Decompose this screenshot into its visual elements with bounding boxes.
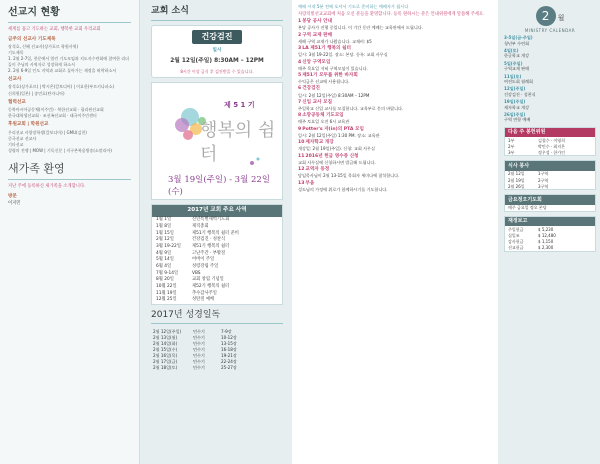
announcement-number: 7: [298, 99, 302, 105]
box-row-value: 3구역: [538, 183, 549, 189]
calendar-event-text: 제자학교 개강: [504, 104, 530, 110]
plan-date: 1월 1일: [156, 217, 172, 223]
announcement-heading: 봉당 공사 안내: [302, 19, 333, 25]
announcement-body: 수익금은 선교에 사용됩니다.: [298, 79, 350, 85]
plan-date: 8월 20일: [156, 277, 174, 283]
meal-service-box: [504, 160, 596, 190]
block-line: 2. 2월 6-9일 인도 지역과 교회로 돌아가는 재정을 허락하소서: [8, 67, 117, 73]
block-line: 기타선교: [8, 142, 24, 148]
box-row-key: 3부: [508, 149, 515, 155]
reading-row: [151, 364, 283, 370]
calendar-event-date: 11일(토): [504, 73, 522, 79]
plan-row: [152, 257, 282, 264]
offering-committee-box: [504, 127, 596, 157]
announcement-heading: 제자학교 개강: [305, 140, 334, 146]
announcement-heading: 구역 교재 판매: [302, 32, 333, 38]
reading-row: [151, 346, 283, 352]
health-check-banner: [151, 25, 283, 79]
box-row-key: 2월 19일: [508, 177, 525, 183]
plan-event: 건강검진 · 성찬식: [192, 237, 226, 243]
plan-date: 11월 19일: [156, 290, 177, 296]
announcement-number: 3: [298, 46, 302, 52]
plan-date: 1월 8일: [156, 223, 172, 229]
reading-date: 2월 14일(화): [153, 340, 178, 346]
meal-service-title: 식사 봉사: [505, 161, 595, 171]
announcement-heading: 부음: [305, 180, 315, 186]
plan-date: 4월 9일: [156, 250, 172, 256]
bible-reading-rows: [151, 328, 283, 370]
bible-reading-title: 2017년 성경일독: [151, 309, 221, 320]
calendar-events: [504, 35, 596, 122]
calendar-event-text: 구역 연합 예배: [504, 117, 531, 123]
mission-blocks: [8, 37, 131, 154]
box-row-value: $ 1,150: [538, 238, 554, 244]
mission-title: 선교지 현황: [8, 7, 60, 18]
block-line: 한국대학생선교회 · 조선족선교회 · 태국이주민센터: [8, 113, 97, 119]
calendar-event: [504, 112, 596, 123]
calendar-event: [504, 74, 596, 85]
reading-chapters: 16-18장: [221, 346, 237, 352]
offering-committee-title: 다음 주 봉헌위원: [505, 128, 595, 138]
box-row-value: 박민수 · 최지은: [538, 143, 565, 149]
box-row-key: 감사헌금: [508, 238, 524, 244]
announcement-item: [298, 60, 492, 71]
announcement-item: [298, 167, 492, 178]
reading-book: 민수기: [193, 334, 205, 340]
box-row-key: 선교헌금: [508, 244, 524, 250]
welcome-title: 새가족 환영: [8, 161, 65, 175]
announcement-body: 일시: 3월 19-22일. 장소: 본당. 등록: 교회 사무실: [298, 52, 388, 58]
block-line: 동북아시아공동체(이주민) · 북한선교회 · 필리핀선교회: [8, 106, 104, 112]
retreat-poster: [151, 82, 283, 200]
announcement-item: [298, 19, 492, 30]
box-row-value: $ 5,230: [538, 226, 554, 232]
announcement-heading: 건강검진: [302, 86, 320, 92]
calendar-event-date: 4일(토): [504, 48, 519, 54]
box-row-value: 김철수 · 이영희: [538, 137, 565, 143]
announcement-heading: LA 제51기 행복의 쉼터: [302, 46, 351, 52]
annual-plan-title: 2017년 교회 주요 사역: [152, 205, 282, 216]
finance-box: [504, 216, 596, 252]
announcement-body: 성도님의 가정에 위로가 함께하시기를 기도합니다.: [298, 186, 388, 192]
announcement-number: 13: [298, 180, 305, 186]
block-line: 기도제목: [8, 50, 24, 56]
prayer-box: [504, 194, 596, 212]
announcement-heading: 제51기 모두를 위한 바자회: [302, 73, 358, 79]
plan-row: [152, 277, 282, 284]
announcement-number: 2: [298, 32, 302, 38]
reading-chapters: 7-9장: [221, 328, 232, 334]
news-title: 교회 소식: [151, 6, 283, 21]
reading-chapters: 22-24장: [221, 358, 237, 364]
box-row-key: 2월 12일: [508, 171, 525, 177]
plan-row: [152, 230, 282, 237]
box-row-key: 2월 26일: [508, 183, 525, 189]
block-line: 성령의 전쟁 | MOW | 기독신문 | 지구촌복음방송(소말리아): [8, 148, 112, 154]
announcement-body: 매주 목요일 저녁 구역모임이 있습니다.: [298, 65, 368, 71]
plan-row: [152, 290, 282, 297]
box-row: [505, 226, 595, 232]
calendar-event-text: 여전도회 월례회: [504, 79, 533, 84]
calendar-event-text: 구역교재 판매: [504, 66, 530, 72]
calendar-event: [504, 99, 596, 110]
announcement-heading: 신앙 구역모임: [302, 59, 331, 65]
calendar-event: [504, 86, 596, 97]
reading-chapters: 25-27장: [221, 364, 237, 370]
month-label: 월: [557, 14, 565, 22]
mission-intro: 세계를 품고 기도하는 교회, 행복한 교회 우리교회: [8, 27, 101, 33]
block-line: 장석호, 신혜 선교사(상가포르 학원사역): [8, 43, 79, 49]
announcement-number: 12: [298, 167, 305, 173]
plan-row: [152, 297, 282, 304]
plan-event: 제직총회: [192, 223, 209, 229]
divider: [8, 22, 131, 23]
plan-date: 2월 12일: [156, 237, 174, 243]
box-row: [505, 183, 595, 189]
welcome-label: 방문: [8, 193, 17, 199]
plan-event: 추수감사주일: [192, 290, 217, 296]
prayer-text: [505, 205, 595, 211]
box-row-value: 2구역: [538, 177, 549, 183]
reading-chapters: 13-15장: [221, 340, 237, 346]
plan-row: [152, 243, 282, 250]
reading-chapters: 10-12장: [221, 334, 237, 340]
announcement-item: [298, 181, 492, 192]
plan-event: 신년특별새벽기도회: [192, 217, 230, 223]
announcement-item: [298, 100, 492, 111]
reading-row: [151, 352, 283, 358]
plan-event: 성령강림 주일: [192, 263, 219, 269]
reading-date: 2월 18일(토): [153, 364, 178, 370]
reading-chapters: 19-21장: [221, 352, 237, 358]
poster-ordinal: 제 5 1 기: [224, 101, 255, 110]
health-check-note: 8시간 이상 금식 후 검진받을 수 있습니다.: [180, 69, 254, 75]
plan-row: [152, 270, 282, 277]
plan-event: 제51기 행복의 쉼터: [192, 243, 230, 249]
prayer-title: 금요정오기도회: [505, 195, 595, 205]
box-row-value: $ 2,300: [538, 244, 554, 250]
offering-committee-rows: [505, 137, 595, 155]
announcement-body: 담임목사님이 2월 13-15일 목회자 세미나에 참석합니다.: [298, 173, 400, 179]
announcements-column: [292, 0, 498, 464]
announcement-item: [298, 113, 492, 124]
announcement-number: 5: [298, 73, 302, 79]
announcement-body: 교회 사무실에 신청하시면 발급해 드립니다.: [298, 159, 376, 165]
finance-title: 재정보고: [505, 217, 595, 227]
announcement-item: [298, 154, 492, 165]
calendar-event-date: 3-5일(금-주일): [504, 35, 533, 41]
reading-date: 2월 17일(금): [153, 358, 178, 364]
annual-plan-rows: [152, 217, 282, 304]
calendar-subtitle: MINISTRY CALENDAR: [524, 28, 576, 33]
poster-title: 행복의 쉼터: [200, 120, 276, 166]
finance-rows: [505, 226, 595, 250]
block-heading: 선교사: [8, 77, 22, 83]
reading-row: [151, 358, 283, 364]
reading-book: 민수기: [193, 364, 205, 370]
box-row-value: 정우성 · 한가인: [538, 149, 565, 155]
health-check-date-label: 일시: [212, 48, 222, 54]
plan-date: 5월 14일: [156, 257, 174, 263]
reading-row: [151, 334, 283, 340]
announcement-body: 매주 토요일 오전 6시 교육관: [298, 119, 350, 125]
month-circle: 2: [536, 6, 556, 26]
calendar-event-date: 5일(주일): [504, 60, 523, 66]
announcement-heading: 교역자 동정: [305, 167, 330, 173]
box-row: [505, 232, 595, 238]
block-line: 우리선교 사랑장학생(캄보디아) | GMU(김천): [8, 129, 87, 135]
box-row-key: 1부: [508, 137, 515, 143]
box-row: [505, 239, 595, 245]
announcement-number: 11: [298, 153, 305, 159]
mission-column: [0, 0, 140, 464]
calendar-event: [504, 35, 596, 46]
block-heading: 금주의 선교사 기도제목: [8, 36, 56, 42]
ministry-calendar-header: [504, 6, 596, 33]
announcement-heading: 신입 교사 모집: [302, 99, 333, 105]
welcome-name: 이지민: [8, 200, 21, 206]
calendar-event-date: 12일(주일): [504, 86, 526, 92]
announcement-number: 1: [298, 19, 302, 25]
reading-book: 민수기: [193, 340, 205, 346]
block-line: 1. 2월 2-7일, 풍문에서 열린 기도모임과 지도자수련회에 참여한 리더들이 주님의 사역자로 성장하게 하소서: [8, 56, 129, 67]
calendar-column: [500, 0, 600, 464]
reading-book: 민수기: [193, 346, 205, 352]
health-check-date: 2월 12일(주일) 8:30AM – 12PM: [170, 58, 264, 65]
announcement-item: [298, 127, 492, 138]
divider: [8, 179, 131, 180]
block-heading: 협력선교: [8, 99, 26, 105]
announcement-heading: Potter's 자(in)의 PTA 모임: [302, 126, 364, 132]
plan-row: [152, 283, 282, 290]
plan-date: 6월 4일: [156, 263, 172, 269]
plan-row: [152, 217, 282, 224]
announcement-heading: 2016년 헌금 영수증 신청: [305, 153, 359, 159]
annual-plan: [151, 204, 283, 304]
announcement-item: [298, 140, 492, 151]
box-row-key: 주일헌금: [508, 226, 524, 232]
announcement-body: 일시: 2월 12일(주일) 1:30 PM. 장소: 교육관: [298, 132, 380, 138]
box-row-key: 2부: [508, 143, 515, 149]
plan-row: [152, 237, 282, 244]
plan-date: 1월 15일: [156, 230, 174, 236]
announcement-body: 개강일: 2월 19일(주일). 신청: 교회 사무실: [298, 146, 375, 152]
plan-event: 성탄절 예배: [192, 297, 215, 303]
box-row: [505, 149, 595, 155]
calendar-event-date: 26일(주일): [504, 111, 526, 117]
announcement-number: 8: [298, 113, 302, 119]
announcement-body: 일시: 2월 12일(주일) 8:30AM – 12PM: [298, 92, 370, 98]
block-line: 중국선교 선교사: [8, 135, 37, 141]
box-row: [505, 245, 595, 251]
reading-book: 민수기: [193, 328, 205, 334]
block-heading: 후원교회 | 학원선교: [8, 122, 49, 128]
block-line: 장석호(싱가포르) | 박시온(캄보디아) | 이요한(부르키나파소): [8, 84, 115, 90]
plan-row: [152, 250, 282, 257]
reading-book: 민수기: [193, 358, 205, 364]
announcement-list: [298, 19, 492, 192]
plan-date: 3월 19-22일: [156, 243, 181, 249]
plan-row: [152, 263, 282, 270]
announcement-body: 새해 구역 교재가 나왔습니다. 교재비: $5: [298, 38, 372, 44]
calendar-event: [504, 61, 596, 72]
announcement-item: [298, 46, 492, 57]
announcement-number: 6: [298, 86, 302, 92]
bible-reading: [151, 310, 283, 371]
meal-service-rows: [505, 171, 595, 189]
calendar-event-text: 건강검진 · 성찬식: [504, 91, 536, 97]
reading-date: 2월 16일(목): [153, 352, 178, 358]
announcement-number: 9: [298, 126, 302, 132]
plan-event: 어버이 주일: [192, 257, 215, 263]
box-row-value: $ 12,480: [538, 232, 556, 238]
plan-event: VBS: [192, 270, 201, 276]
announcement-item: [298, 86, 492, 97]
reading-row: [151, 340, 283, 346]
welcome-text: 지난 주에 등록하신 새가족을 소개합니다.: [8, 184, 86, 190]
plan-date: 10월 22일: [156, 283, 177, 289]
announcement-item: [298, 33, 492, 44]
box-row: [505, 143, 595, 149]
announcement-body: 본당 공사가 진행 중입니다. 이 기간 동안 예배는 교육관에서 드립니다.: [298, 25, 424, 31]
reading-date: 2월 12일(주일): [153, 328, 182, 334]
box-row: [505, 137, 595, 143]
plan-event: 고난주간 · 부활절: [192, 250, 226, 256]
calendar-event-text: 한글학교 개강: [504, 53, 530, 59]
box-row: [505, 177, 595, 183]
divider: [151, 323, 283, 324]
announcements-intro: 사랑의빛선교교회에 처음 오신 분들을 환영합니다. 등록 원하시는 분은 안내위원에게 말씀해 주세요.: [298, 11, 485, 17]
plan-event: 제52기 행복의 쉼터: [192, 283, 230, 289]
plan-date: 12월 25일: [156, 297, 177, 303]
plan-row: [152, 223, 282, 230]
reading-book: 민수기: [193, 352, 205, 358]
announcement-item: [298, 73, 492, 84]
calendar-event-text: 청년부 수련회: [504, 40, 530, 46]
announcements-head: 예배 시작 5분 전에 오셔서 기도로 준비하는 예배자가 됩시다: [298, 4, 409, 9]
reading-row: [151, 328, 283, 334]
plan-event: 교회 창립 기념일: [192, 277, 224, 283]
calendar-event-date: 19일(주일): [504, 99, 526, 105]
announcement-number: 4: [298, 59, 302, 65]
plan-date: 7월 9-14일: [156, 270, 179, 276]
box-row-value: 1구역: [538, 171, 549, 177]
health-check-tag: 건강검진: [192, 30, 243, 45]
poster-dates: 3월 19일(주일) - 3월 22일(수): [168, 175, 271, 197]
plan-event: 제51기 행복의 쉼터 준비: [192, 230, 239, 236]
news-column: [143, 0, 291, 464]
box-row: [505, 171, 595, 177]
reading-date: 2월 13일(월): [153, 334, 178, 340]
calendar-event: [504, 48, 596, 59]
announcement-heading: 소망공동체 기도모임: [302, 113, 344, 119]
prayer-text-value: 매주 금요일 정오 본당: [508, 205, 547, 211]
announcement-number: 10: [298, 140, 305, 146]
box-row-key: 십일조: [508, 232, 520, 238]
announcement-body: 주일학교 신입 교사를 모집합니다. 교육부로 문의 바랍니다.: [298, 106, 404, 111]
reading-date: 2월 15일(수): [153, 346, 178, 352]
block-line: 신희원(일본) | 송민호(탄자니아): [8, 90, 65, 96]
